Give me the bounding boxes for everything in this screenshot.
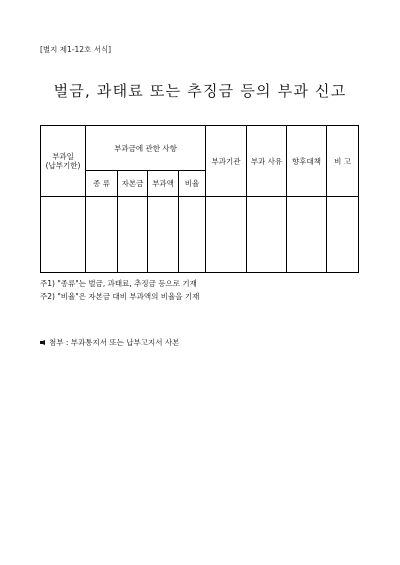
- levy-report-table: [40, 125, 359, 273]
- footnote-1: 주1) "종류"는 벌금, 과태료, 추징금 등으로 기재: [40, 279, 197, 288]
- entry-capital[interactable]: [118, 197, 147, 272]
- entry-type[interactable]: [86, 197, 117, 272]
- header-levy-details: 부과금에 관한 사항: [114, 143, 177, 153]
- header-agency: 부과기관: [211, 156, 241, 166]
- entry-measures[interactable]: [287, 197, 326, 272]
- entry-levy-date[interactable]: [41, 197, 85, 272]
- attachment-note: [40, 337, 179, 348]
- subheader-type: 종 류: [93, 179, 110, 188]
- entry-ratio[interactable]: [179, 197, 205, 272]
- header-levy-date: 부과일 (납부기한): [45, 152, 81, 170]
- header-remarks: 비 고: [334, 156, 351, 166]
- subheader-ratio: 비율: [184, 179, 200, 188]
- footnotes: [40, 277, 199, 303]
- header-reason: 부과 사유: [250, 156, 283, 166]
- header-measures: 향후대책: [292, 156, 321, 166]
- footnote-2: 주2) "비율"은 자본금 대비 부과액의 비율을 기재: [40, 292, 200, 301]
- form-number: [별지 제1-12호 서식]: [40, 45, 112, 54]
- entry-agency[interactable]: [206, 197, 246, 272]
- speaker-icon: [40, 340, 45, 345]
- entry-reason[interactable]: [247, 197, 286, 272]
- attachment-text: 첨부 : 부과통지서 또는 납부고지서 사본: [49, 338, 180, 347]
- entry-remarks[interactable]: [327, 197, 358, 272]
- page-title: 벌금, 과태료 또는 추징금 등의 부과 신고: [53, 82, 347, 100]
- entry-amount[interactable]: [148, 197, 178, 272]
- subheader-amount: 부과액: [152, 179, 174, 188]
- subheader-capital: 자본금: [121, 179, 144, 188]
